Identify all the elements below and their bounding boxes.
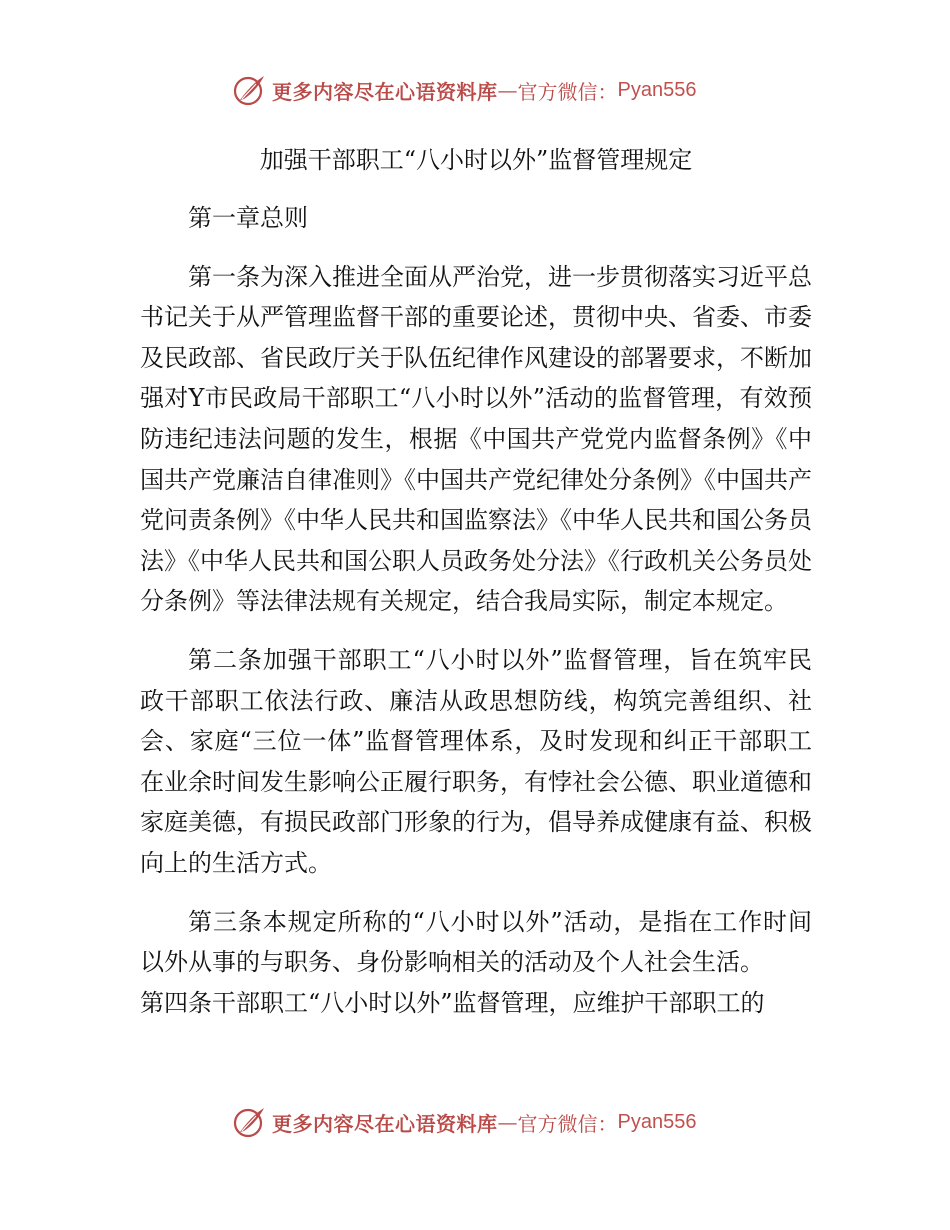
banner-separator: —	[497, 78, 518, 102]
banner-separator: —	[497, 1110, 518, 1134]
article-1: 第一条为深入推进全面从严治党，进一步贯彻落实习近平总书记关于从严管理监督干部的重要论述，贯彻中央、省委、市委及民政部、省民政厅关于队伍纪律作风建设的部署要求，不断加强对Y市民政局干部职工“八小时以外”活动的监督管理，有效预防违纪违法问题的发生，根据《中国共产党党内监督条例》《中国共产党廉洁自律准则》《中国共产党纪律处分条例》《中国共产党问责条例》《中华人民共和国监察法》《中华人民共和国公务员法》《中华人民共和国公职人员政务处分法》《行政机关公务员处分条例》等法律法规有关规定，结合我局实际，制定本规定。	[140, 262, 812, 616]
document-title: 加强干部职工“八小时以外”监督管理规定	[259, 146, 693, 174]
article-4: 第四条干部职工“八小时以外”监督管理，应维护干部职工的	[140, 988, 765, 1017]
feather-quill-logo-icon	[232, 1104, 268, 1140]
banner-slogan: 更多内容尽在心语资料库	[272, 79, 498, 104]
article-2: 第二条加强干部职工“八小时以外”监督管理，旨在筑牢民政干部职工依法行政、廉洁从政思想防线，构筑完善组织、社会、家庭“三位一体”监督管理体系，及时发现和纠正干部职工在业余时间发生影响公正履行职务，有悖社会公德、职业道德和家庭美德，有损民政部门形象的行为，倡导养成健康有益、积极向上的生活方式。	[140, 645, 812, 877]
chapter-heading: 第一章总则	[188, 204, 308, 232]
feather-quill-logo-icon	[232, 72, 268, 108]
banner-slogan: 更多内容尽在心语资料库	[272, 1111, 498, 1136]
footer-banner	[232, 1102, 712, 1142]
article-3: 第三条本规定所称的“八小时以外”活动，是指在工作时间以外从事的与职务、身份影响相关的活动及个人社会生活。	[140, 907, 812, 977]
banner-wechat-id: Pyan556	[617, 78, 697, 101]
banner-wechat-id: Pyan556	[617, 1110, 697, 1133]
banner-wechat-label: 官方微信：	[517, 79, 618, 104]
header-banner	[232, 70, 712, 110]
document-body	[140, 140, 812, 1023]
banner-wechat-label: 官方微信：	[517, 1111, 618, 1136]
